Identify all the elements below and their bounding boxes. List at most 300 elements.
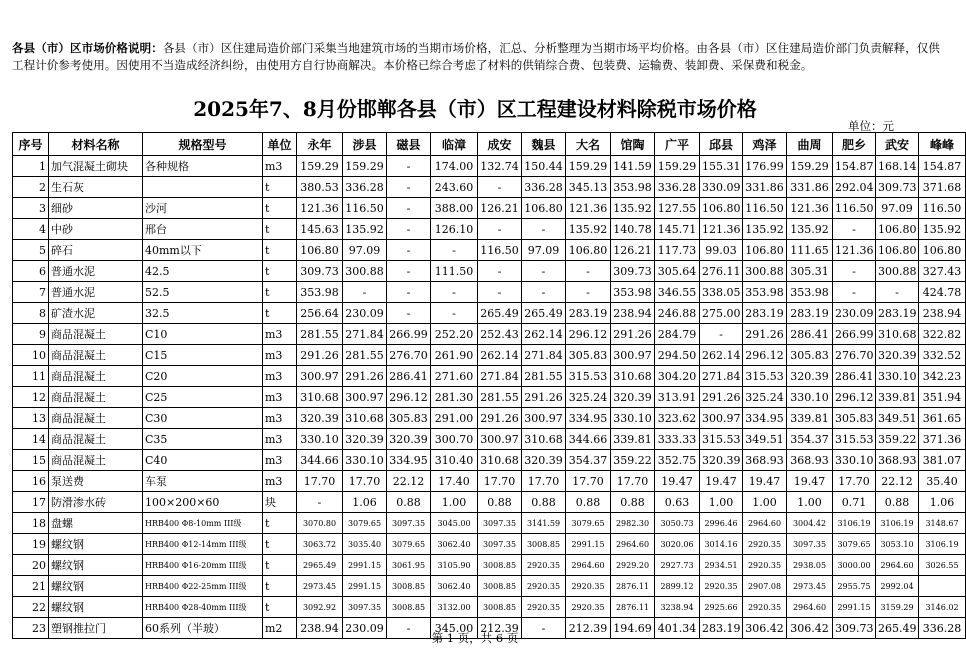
price-cell: 1.00: [700, 492, 743, 513]
price-cell: 141.59: [611, 156, 655, 177]
column-header: 单位: [263, 133, 297, 156]
material-name: 螺纹钢: [49, 534, 143, 555]
price-cell: -: [876, 282, 919, 303]
table-row: [13, 408, 966, 429]
price-cell: 0.88: [478, 492, 522, 513]
price-cell: 336.28: [655, 177, 700, 198]
price-cell: 3079.65: [566, 513, 611, 534]
material-name: 塑钢推拉门: [49, 618, 143, 639]
price-cell: 3141.59: [522, 513, 566, 534]
price-cell: 212.39: [566, 618, 611, 639]
price-cell: 2964.60: [743, 513, 787, 534]
price-cell: 349.51: [743, 429, 787, 450]
price-cell: 368.93: [876, 450, 919, 471]
price-cell: 325.24: [743, 387, 787, 408]
price-cell: 2920.35: [522, 555, 566, 576]
header-row: [13, 133, 966, 156]
price-cell: 283.19: [787, 303, 833, 324]
unit-label: 单位：元: [848, 119, 894, 133]
table-row: [13, 177, 966, 198]
price-cell: 310.68: [522, 429, 566, 450]
material-name: 商品混凝土: [49, 387, 143, 408]
price-cell: 291.26: [478, 408, 522, 429]
row-number: 20: [13, 555, 49, 576]
material-name: 普通水泥: [49, 282, 143, 303]
price-cell: 266.99: [833, 324, 876, 345]
row-number: 2: [13, 177, 49, 198]
price-cell: 17.70: [522, 471, 566, 492]
price-cell: 371.68: [919, 177, 966, 198]
price-cell: 2920.35: [522, 576, 566, 597]
price-cell: 320.39: [787, 366, 833, 387]
price-cell: 154.87: [833, 156, 876, 177]
material-unit: t: [263, 513, 297, 534]
price-cell: 283.19: [566, 303, 611, 324]
price-cell: 155.31: [700, 156, 743, 177]
price-cell: 359.22: [876, 429, 919, 450]
material-unit: m2: [263, 618, 297, 639]
price-cell: 17.70: [478, 471, 522, 492]
table-row: [13, 429, 966, 450]
material-spec: C15: [143, 345, 263, 366]
price-cell: 2955.75: [833, 576, 876, 597]
column-header: 成安: [478, 133, 522, 156]
table-row: [13, 198, 966, 219]
table-row: [13, 555, 966, 576]
price-cell: 19.47: [743, 471, 787, 492]
price-cell: 309.73: [833, 618, 876, 639]
material-spec: 40mm以下: [143, 240, 263, 261]
price-cell: 320.39: [297, 408, 343, 429]
column-header: 大名: [566, 133, 611, 156]
price-cell: 281.30: [431, 387, 478, 408]
price-cell: 17.70: [611, 471, 655, 492]
price-cell: [919, 576, 966, 597]
price-cell: 294.50: [655, 345, 700, 366]
price-cell: 3238.94: [655, 597, 700, 618]
price-cell: 35.40: [919, 471, 966, 492]
price-cell: 345.13: [566, 177, 611, 198]
price-cell: 2991.15: [343, 576, 387, 597]
price-cell: 3000.00: [833, 555, 876, 576]
price-cell: 1.00: [431, 492, 478, 513]
price-cell: 111.65: [787, 240, 833, 261]
material-name: 泵送费: [49, 471, 143, 492]
price-cell: 256.64: [297, 303, 343, 324]
price-cell: 2925.66: [700, 597, 743, 618]
price-cell: 331.86: [787, 177, 833, 198]
price-cell: 121.36: [787, 198, 833, 219]
price-cell: 3106.19: [876, 513, 919, 534]
price-cell: 310.40: [431, 450, 478, 471]
price-cell: 300.88: [876, 261, 919, 282]
price-cell: -: [387, 156, 431, 177]
price-cell: 3070.80: [297, 513, 343, 534]
price-cell: 3014.16: [700, 534, 743, 555]
price-cell: 154.87: [919, 156, 966, 177]
price-cell: 291.00: [431, 408, 478, 429]
price-cell: 140.78: [611, 219, 655, 240]
price-cell: 111.50: [431, 261, 478, 282]
price-cell: 168.14: [876, 156, 919, 177]
material-unit: m3: [263, 345, 297, 366]
table-body: [13, 156, 966, 639]
price-cell: 212.39: [478, 618, 522, 639]
price-cell: -: [387, 303, 431, 324]
price-cell: 300.88: [743, 261, 787, 282]
price-cell: 2920.35: [566, 597, 611, 618]
price-cell: 2920.35: [700, 576, 743, 597]
price-cell: 3097.35: [343, 597, 387, 618]
price-cell: 300.97: [297, 366, 343, 387]
price-cell: 310.68: [478, 450, 522, 471]
price-cell: 3106.19: [919, 534, 966, 555]
price-cell: 361.65: [919, 408, 966, 429]
price-cell: -: [478, 219, 522, 240]
material-spec: HRB400 Φ16-20mm III级: [143, 555, 263, 576]
row-number: 5: [13, 240, 49, 261]
price-cell: 121.36: [833, 240, 876, 261]
table-row: [13, 366, 966, 387]
column-header: 魏县: [522, 133, 566, 156]
row-number: 23: [13, 618, 49, 639]
price-cell: 2965.49: [297, 555, 343, 576]
column-header: 序号: [13, 133, 49, 156]
price-cell: 3079.65: [833, 534, 876, 555]
price-cell: 238.94: [611, 303, 655, 324]
price-cell: 116.50: [478, 240, 522, 261]
price-cell: 315.53: [700, 429, 743, 450]
column-header: 鸡泽: [743, 133, 787, 156]
price-cell: 281.55: [522, 366, 566, 387]
price-cell: 320.39: [876, 345, 919, 366]
price-cell: -: [566, 261, 611, 282]
material-name: 盘螺: [49, 513, 143, 534]
material-name: 细砂: [49, 198, 143, 219]
material-spec: 52.5: [143, 282, 263, 303]
price-cell: 3020.06: [655, 534, 700, 555]
column-header: 馆陶: [611, 133, 655, 156]
price-cell: 368.93: [743, 450, 787, 471]
material-unit: m3: [263, 387, 297, 408]
price-cell: 2992.04: [876, 576, 919, 597]
price-cell: 339.81: [611, 429, 655, 450]
price-cell: 2920.35: [743, 534, 787, 555]
price-cell: 3008.85: [478, 597, 522, 618]
price-cell: 309.73: [876, 177, 919, 198]
price-cell: 0.63: [655, 492, 700, 513]
price-cell: 2964.60: [566, 555, 611, 576]
price-cell: 300.97: [522, 408, 566, 429]
price-cell: 2982.30: [611, 513, 655, 534]
material-spec: C35: [143, 429, 263, 450]
price-cell: 327.43: [919, 261, 966, 282]
price-cell: 305.31: [787, 261, 833, 282]
row-number: 17: [13, 492, 49, 513]
price-cell: 330.10: [876, 366, 919, 387]
price-cell: -: [387, 219, 431, 240]
price-cell: 283.19: [743, 303, 787, 324]
price-cell: 3097.35: [478, 534, 522, 555]
material-unit: t: [263, 555, 297, 576]
price-cell: 2907.08: [743, 576, 787, 597]
price-cell: 265.49: [478, 303, 522, 324]
table-row: [13, 576, 966, 597]
material-unit: t: [263, 198, 297, 219]
price-cell: 2991.15: [833, 597, 876, 618]
note-label: 各县（市）区市场价格说明：: [12, 41, 163, 55]
price-cell: 135.92: [743, 219, 787, 240]
price-explanation-note: [12, 40, 940, 73]
price-cell: 330.10: [343, 450, 387, 471]
price-cell: 305.64: [655, 261, 700, 282]
material-name: 商品混凝土: [49, 324, 143, 345]
price-cell: 291.26: [611, 324, 655, 345]
material-name: 商品混凝土: [49, 408, 143, 429]
price-cell: 145.71: [655, 219, 700, 240]
price-cell: 300.97: [700, 408, 743, 429]
price-cell: 194.69: [611, 618, 655, 639]
price-cell: 22.12: [876, 471, 919, 492]
material-unit: t: [263, 534, 297, 555]
price-cell: 300.97: [478, 429, 522, 450]
price-cell: -: [431, 282, 478, 303]
price-cell: 2996.46: [700, 513, 743, 534]
price-cell: 284.79: [655, 324, 700, 345]
price-cell: 243.60: [431, 177, 478, 198]
price-cell: 3097.35: [387, 513, 431, 534]
price-cell: 121.36: [297, 198, 343, 219]
price-cell: 336.28: [919, 618, 966, 639]
price-cell: 1.06: [343, 492, 387, 513]
price-cell: 334.95: [387, 450, 431, 471]
price-cell: 291.26: [297, 345, 343, 366]
material-name: 碎石: [49, 240, 143, 261]
column-header: 涉县: [343, 133, 387, 156]
material-spec: [143, 177, 263, 198]
row-number: 14: [13, 429, 49, 450]
price-cell: 106.80: [743, 240, 787, 261]
material-spec: C40: [143, 450, 263, 471]
column-header: 曲周: [787, 133, 833, 156]
price-cell: 271.84: [700, 366, 743, 387]
price-cell: 2920.35: [743, 555, 787, 576]
table-row: [13, 156, 966, 177]
price-cell: -: [431, 303, 478, 324]
material-name: 生石灰: [49, 177, 143, 198]
price-cell: 296.12: [833, 387, 876, 408]
material-unit: m3: [263, 366, 297, 387]
price-cell: 286.41: [833, 366, 876, 387]
material-unit: m3: [263, 471, 297, 492]
price-cell: 2964.60: [787, 597, 833, 618]
row-number: 15: [13, 450, 49, 471]
price-cell: 330.10: [787, 387, 833, 408]
price-cell: 381.07: [919, 450, 966, 471]
material-spec: HRB400 Φ8-10mm III级: [143, 513, 263, 534]
material-name: 商品混凝土: [49, 450, 143, 471]
column-header: 武安: [876, 133, 919, 156]
price-cell: 354.37: [566, 450, 611, 471]
page-footer: 第 1 页，共 6 页: [431, 631, 519, 645]
price-cell: 3008.85: [478, 576, 522, 597]
price-cell: 106.80: [876, 240, 919, 261]
price-cell: 353.98: [611, 177, 655, 198]
material-name: 商品混凝土: [49, 345, 143, 366]
price-cell: 271.60: [431, 366, 478, 387]
price-cell: 3148.67: [919, 513, 966, 534]
price-cell: 121.36: [566, 198, 611, 219]
price-cell: 106.80: [700, 198, 743, 219]
price-cell: -: [522, 219, 566, 240]
material-name: 中砂: [49, 219, 143, 240]
price-cell: 2934.51: [700, 555, 743, 576]
price-cell: 338.05: [700, 282, 743, 303]
price-cell: 97.09: [522, 240, 566, 261]
material-spec: 各种规格: [143, 156, 263, 177]
note-text: 各县（市）区住建局造价部门采集当地建筑市场的当期市场价格，汇总、分析整理为当期市场平均价格。由各县（市）区住建局造价部门负责解释，仅供工程计价参考使用。因使用不当造成经济纠纷，由使用方自行协商解决。本价格已综合考虑了材料的供销综合费、包装费、运输费、装卸费、采保费和税金。: [12, 41, 941, 72]
price-cell: 339.81: [876, 387, 919, 408]
price-cell: 2991.15: [343, 555, 387, 576]
price-cell: 368.93: [787, 450, 833, 471]
table-header: [13, 133, 966, 156]
price-cell: 3106.19: [833, 513, 876, 534]
column-header: 材料名称: [49, 133, 143, 156]
material-spec: 车泵: [143, 471, 263, 492]
price-cell: 286.41: [387, 366, 431, 387]
price-cell: 281.55: [297, 324, 343, 345]
price-cell: 380.53: [297, 177, 343, 198]
price-cell: 334.95: [743, 408, 787, 429]
price-cell: -: [387, 177, 431, 198]
price-cell: 310.68: [611, 366, 655, 387]
row-number: 11: [13, 366, 49, 387]
material-name: 加气混凝土砌块: [49, 156, 143, 177]
table-row: [13, 345, 966, 366]
price-cell: 353.98: [787, 282, 833, 303]
price-cell: 17.70: [833, 471, 876, 492]
price-cell: 2920.35: [566, 576, 611, 597]
material-spec: HRB400 Φ22-25mm III级: [143, 576, 263, 597]
price-cell: 0.88: [876, 492, 919, 513]
table-row: [13, 471, 966, 492]
price-cell: 1.06: [919, 492, 966, 513]
price-cell: 2927.73: [655, 555, 700, 576]
material-name: 螺纹钢: [49, 576, 143, 597]
material-name: 防滑渗水砖: [49, 492, 143, 513]
row-number: 7: [13, 282, 49, 303]
price-cell: 322.82: [919, 324, 966, 345]
price-cell: 238.94: [919, 303, 966, 324]
price-cell: 344.66: [297, 450, 343, 471]
price-cell: 3053.10: [876, 534, 919, 555]
material-spec: 沙河: [143, 198, 263, 219]
row-number: 13: [13, 408, 49, 429]
row-number: 21: [13, 576, 49, 597]
price-table: [12, 132, 966, 639]
price-cell: 3079.65: [343, 513, 387, 534]
price-cell: -: [478, 282, 522, 303]
price-cell: 354.37: [787, 429, 833, 450]
price-cell: 292.04: [833, 177, 876, 198]
table-row: [13, 534, 966, 555]
price-cell: 291.26: [343, 366, 387, 387]
column-header: 峰峰: [919, 133, 966, 156]
price-cell: 135.92: [787, 219, 833, 240]
price-cell: 3008.85: [387, 576, 431, 597]
price-cell: 0.88: [611, 492, 655, 513]
price-cell: 19.47: [700, 471, 743, 492]
price-cell: 2920.35: [522, 597, 566, 618]
price-cell: 135.92: [919, 219, 966, 240]
price-cell: -: [387, 282, 431, 303]
price-cell: 99.03: [700, 240, 743, 261]
price-cell: 150.44: [522, 156, 566, 177]
price-cell: 0.88: [566, 492, 611, 513]
price-cell: 3146.02: [919, 597, 966, 618]
price-cell: 3045.00: [431, 513, 478, 534]
price-cell: 331.86: [743, 177, 787, 198]
price-cell: 3097.35: [478, 513, 522, 534]
price-cell: 276.70: [387, 345, 431, 366]
price-cell: 126.10: [431, 219, 478, 240]
price-cell: 3035.40: [343, 534, 387, 555]
price-cell: 3061.95: [387, 555, 431, 576]
price-cell: 159.29: [787, 156, 833, 177]
price-cell: -: [833, 261, 876, 282]
price-cell: 283.19: [876, 303, 919, 324]
price-cell: 132.74: [478, 156, 522, 177]
price-cell: 291.26: [743, 324, 787, 345]
price-cell: 388.00: [431, 198, 478, 219]
row-number: 4: [13, 219, 49, 240]
price-cell: 401.34: [655, 618, 700, 639]
price-cell: 266.99: [387, 324, 431, 345]
material-spec: 100×200×60: [143, 492, 263, 513]
row-number: 22: [13, 597, 49, 618]
price-cell: 300.97: [343, 387, 387, 408]
material-spec: 邢台: [143, 219, 263, 240]
material-unit: t: [263, 177, 297, 198]
price-cell: 2899.12: [655, 576, 700, 597]
price-cell: 271.84: [522, 345, 566, 366]
price-cell: 306.42: [743, 618, 787, 639]
price-cell: 3050.73: [655, 513, 700, 534]
price-cell: 320.39: [343, 429, 387, 450]
price-cell: 3026.55: [919, 555, 966, 576]
price-cell: 330.10: [297, 429, 343, 450]
price-cell: 351.94: [919, 387, 966, 408]
price-cell: -: [387, 198, 431, 219]
price-cell: 353.98: [297, 282, 343, 303]
column-header: 广平: [655, 133, 700, 156]
row-number: 6: [13, 261, 49, 282]
price-cell: 2973.45: [787, 576, 833, 597]
price-cell: 3062.40: [431, 534, 478, 555]
price-cell: 145.63: [297, 219, 343, 240]
price-cell: 2964.60: [876, 555, 919, 576]
price-cell: 305.83: [387, 408, 431, 429]
column-header: 临漳: [431, 133, 478, 156]
table-row: [13, 597, 966, 618]
price-cell: 315.53: [833, 429, 876, 450]
material-unit: m3: [263, 324, 297, 345]
price-cell: 0.88: [522, 492, 566, 513]
price-cell: 126.21: [478, 198, 522, 219]
price-cell: -: [431, 240, 478, 261]
price-cell: 359.22: [611, 450, 655, 471]
price-cell: 230.09: [343, 303, 387, 324]
